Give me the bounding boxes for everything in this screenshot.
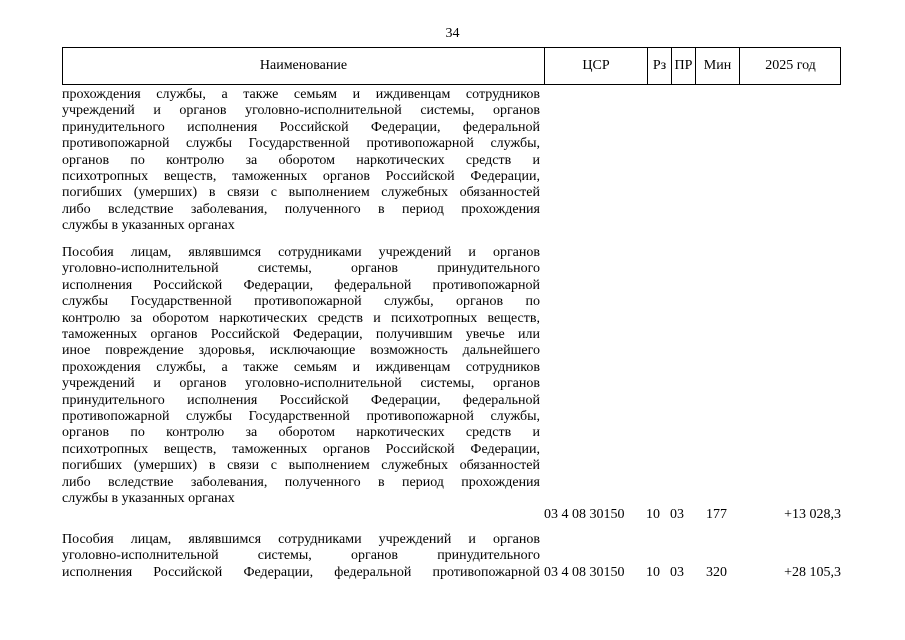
header-csr: ЦСР <box>544 48 647 84</box>
row-text-line: учреждений и органов уголовно-исполнительной системы, органов <box>62 103 540 119</box>
row-text-line: либо вследствие заболевания, полученного в период прохождения <box>62 201 540 217</box>
table-row <box>62 532 540 581</box>
row-text-line: органов по контролю за оборотом наркотических средств и <box>62 152 540 168</box>
row-text-line: уголовно-исполнительной системы, органов принудительного <box>62 548 540 564</box>
row-text-line: принудительного исполнения Российской Федерации, федеральной <box>62 119 540 135</box>
row-text-line: учреждений и органов уголовно-исполнительной системы, органов <box>62 376 540 392</box>
cell-sum: +28 105,3 <box>784 565 841 580</box>
header-name: Наименование <box>259 58 348 73</box>
cell-pr: 03 <box>670 507 684 522</box>
cell-rz: 10 <box>646 507 660 522</box>
row-text-line: либо вследствие заболевания, полученного в период прохождения <box>62 474 540 490</box>
cell-min: 177 <box>706 507 727 522</box>
row-text-line: принудительного исполнения Российской Федерации, федеральной <box>62 392 540 408</box>
cell-csr: 03 4 08 30150 <box>544 565 625 580</box>
row-text-line: погибших (умерших) в связи с выполнением служебных обязанностей <box>62 458 540 474</box>
cell-rz: 10 <box>646 565 660 580</box>
row-text-line: контролю за оборотом наркотических средств и психотропных веществ, <box>62 310 540 326</box>
row-text-line: противопожарной службы Государственной противопожарной службы, <box>62 136 540 152</box>
table-header <box>62 47 841 85</box>
table-row <box>62 87 540 235</box>
row-text-line: психотропных веществ, таможенных органов Российской Федерации, <box>62 441 540 457</box>
row-text-line: исполнения Российской Федерации, федеральной противопожарной <box>62 564 540 580</box>
row-text-line: прохождения службы, а также семьям и иждивенцам сотрудников <box>62 87 540 102</box>
row-text-line: иное повреждение здоровья, исключающие возможность дальнейшего <box>62 343 540 359</box>
header-rz: Рз <box>647 48 671 84</box>
row-text-line: службы в указанных органах <box>62 218 235 234</box>
row-text-line: исполнения Российской Федерации, федеральной противопожарной <box>62 277 540 293</box>
row-text-line: уголовно-исполнительной системы, органов принудительного <box>62 261 540 277</box>
cell-csr: 03 4 08 30150 <box>544 507 625 522</box>
row-text-line: погибших (умерших) в связи с выполнением служебных обязанностей <box>62 185 540 201</box>
header-year: 2025 год <box>739 48 841 84</box>
header-pr: ПР <box>671 48 695 84</box>
row-text-line: таможенных органов Российской Федерации, получившим увечье или <box>62 327 540 343</box>
row-text-line: Пособия лицам, являвшимся сотрудниками учреждений и органов <box>62 245 540 260</box>
row-text-line: службы в указанных органах <box>62 491 235 507</box>
row-text-line: Пособия лицам, являвшимся сотрудниками учреждений и органов <box>62 532 540 547</box>
cell-min: 320 <box>706 565 727 580</box>
cell-pr: 03 <box>670 565 684 580</box>
row-text-line: прохождения службы, а также семьям и иждивенцам сотрудников <box>62 359 540 375</box>
page-number: 34 <box>445 26 460 41</box>
row-text-line: психотропных веществ, таможенных органов Российской Федерации, <box>62 169 540 185</box>
table-row <box>62 245 540 508</box>
row-text-line: противопожарной службы Государственной противопожарной службы, <box>62 409 540 425</box>
cell-sum: +13 028,3 <box>784 507 841 522</box>
row-text-line: службы Государственной противопожарной службы, органов по <box>62 294 540 310</box>
header-min: Мин <box>695 48 739 84</box>
row-text-line: органов по контролю за оборотом наркотических средств и <box>62 425 540 441</box>
